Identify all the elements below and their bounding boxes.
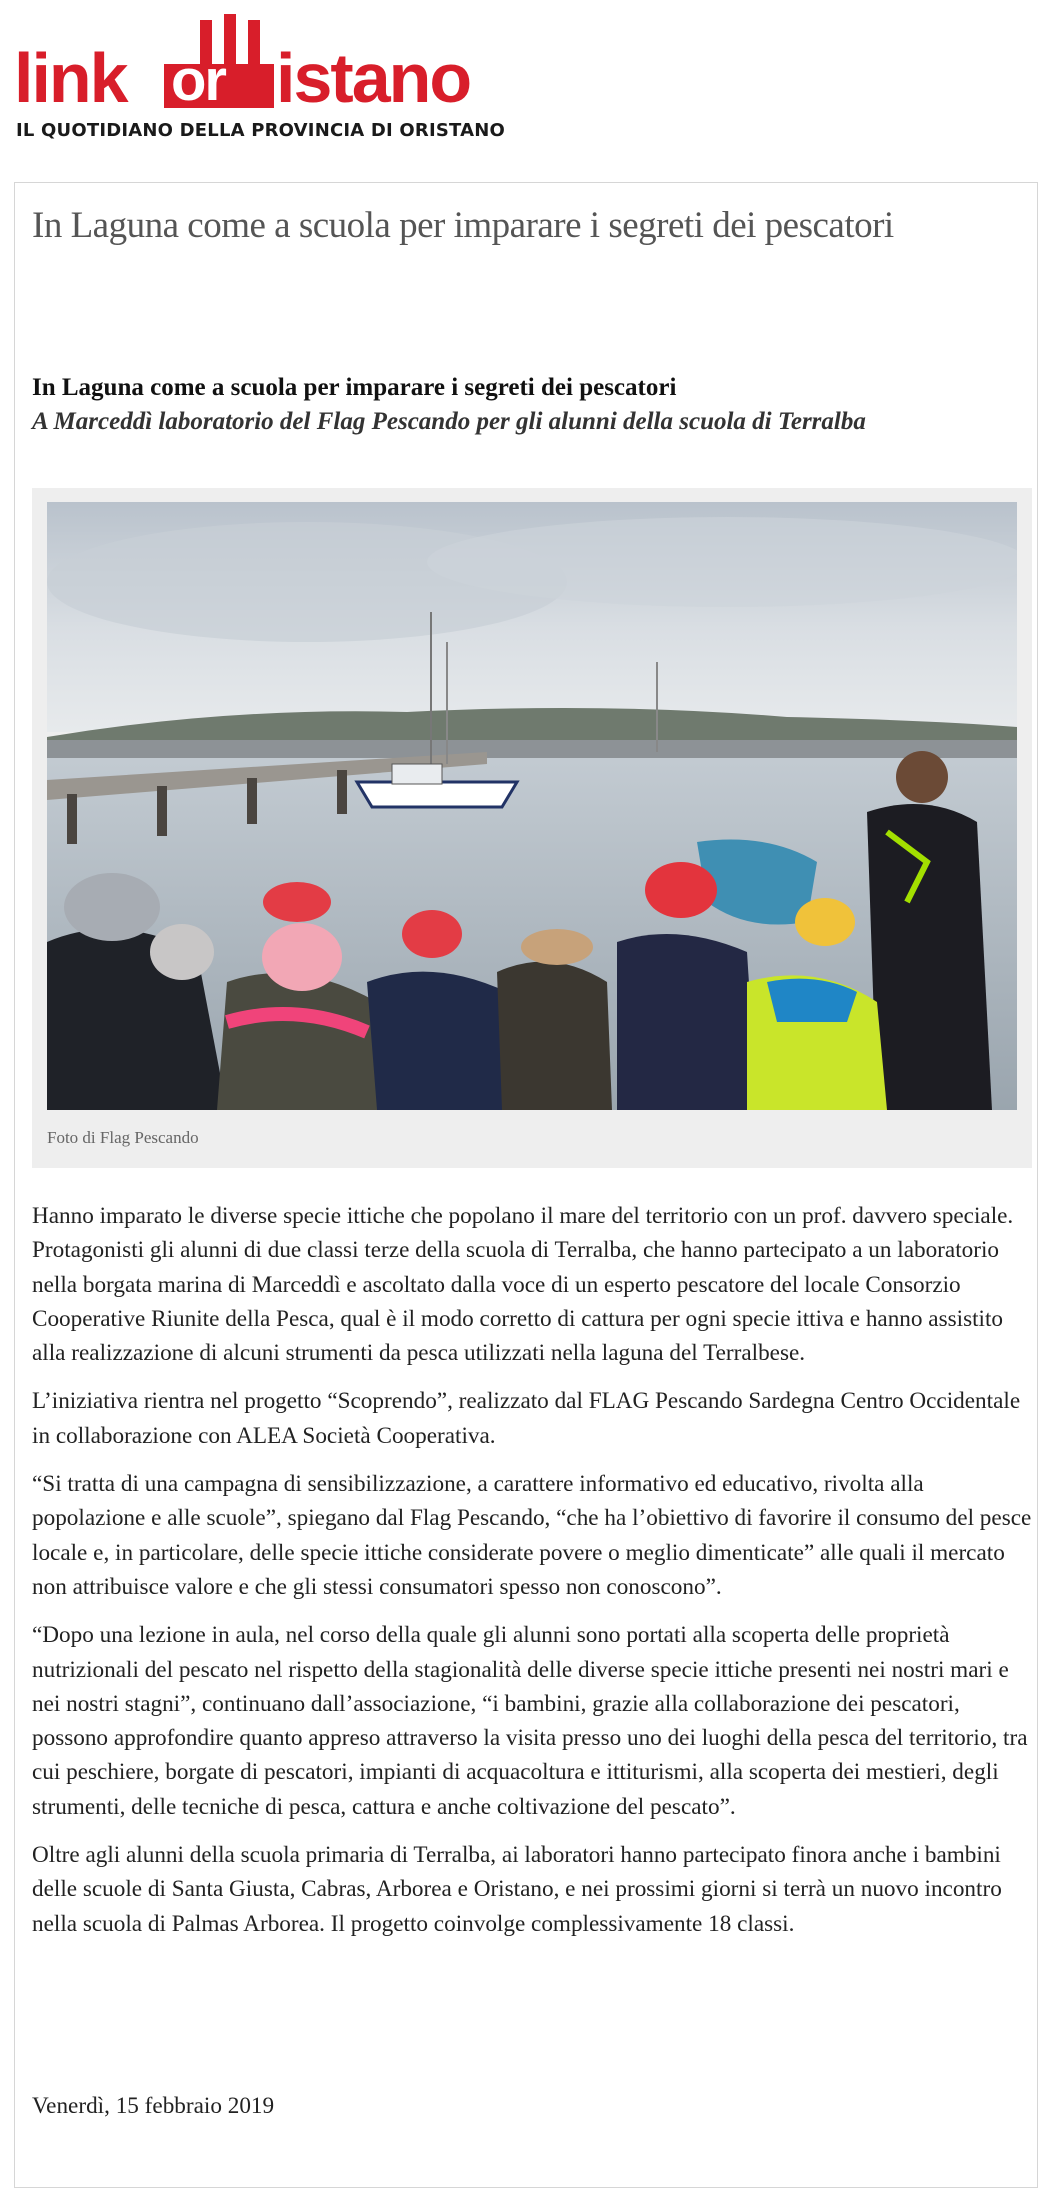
article-body <box>32 1199 1032 1955</box>
child <box>617 934 757 1110</box>
fisherman <box>867 804 992 1110</box>
article-photo[interactable] <box>47 502 1017 1110</box>
logo-prefix: link <box>14 39 127 114</box>
article-container <box>14 182 1038 2188</box>
site-tagline: IL QUOTIDIANO DELLA PROVINCIA DI ORISTANO <box>16 120 505 141</box>
article-title: In Laguna come a scuola per imparare i segreti dei pescatori <box>32 205 894 246</box>
motorboat <box>357 782 517 807</box>
article-paragraph: “Si tratta di una campagna di sensibilizzazione, a carattere informativo ed educativo, rivolta alla popolazione e alle scuole”, spiegano dal Flag Pescando, “che ha l’obiettivo di favorire il consumo del pesce locale e, in particolare, delle specie ittiche considerate povere o meglio dimenticate” alle quali il mercato non attribuisce valore e che gli stessi consumatori spesso non conoscono”. <box>32 1471 1032 1600</box>
article-paragraph: Oltre agli alunni della scuola primaria di Terralba, ai laboratori hanno partecipato finora anche i bambini delle scuole di Santa Giusta, Cabras, Arborea e Oristano, e nei prossimi giorni si terrà un nuovo incontro nella scuola di Palmas Arborea. Il progetto coinvolge complessivamente 18 classi. <box>32 1842 1002 1937</box>
fisherman-head <box>896 751 948 803</box>
article-subheadline: A Marceddì laboratorio del Flag Pescando per gli alunni della scuola di Terralba <box>32 408 866 435</box>
logo-bar <box>224 14 236 70</box>
logo-suffix: istano <box>276 39 471 114</box>
photo-caption: Foto di Flag Pescando <box>47 1128 199 1147</box>
logo-highlight: or <box>171 48 225 113</box>
article-headline: In Laguna come a scuola per imparare i segreti dei pescatori <box>32 374 677 401</box>
child <box>367 972 517 1110</box>
article-paragraph: L’iniziativa rientra nel progetto “Scoprendo”, realizzato dal FLAG Pescando Sardegna Centro Occidentale in collaborazione con ALEA Società Cooperativa. <box>32 1388 1021 1449</box>
article-paragraph: “Dopo una lezione in aula, nel corso della quale gli alunni sono portati alla scoperta delle proprietà nutrizionali del pescato nel rispetto della stagionalità delle diverse specie ittiche presenti nei nostri mari e nei nostri stagni”, continuano dall’associazione, “i bambini, grazie alla collaborazione dei pescatori, possono approfondire quanto appreso attraverso la visita presso uno dei luoghi della pesca del territorio, tra cui peschiere, borgate di pescatori, impianti di acquacoltura e ittiturismi, alla scoperta dei mestieri, degli strumenti, delle tecniche di pesca, cattura e anche coltivazione del pescato”. <box>32 1622 1028 1820</box>
article-figure <box>32 488 1032 1168</box>
article-paragraph: Hanno imparato le diverse specie ittiche che popolano il mare del territorio con un prof. davvero speciale. Protagonisti gli alunni di due classi terze della scuola di Terralba, che hanno partecipato a un laboratorio nella borgata marina di Marceddì e ascoltato dalla voce di un esperto pescatore del locale Consorzio Cooperative Riunite della Pesca, qual è il modo corretto di cattura per ogni specie ittiva e hanno assistito alla realizzazione di alcuni strumenti da pesca utilizzati nella laguna del Terralbese. <box>32 1203 1014 1367</box>
article-date: Venerdì, 15 febbraio 2019 <box>32 2093 275 2119</box>
logo-bar <box>248 20 260 70</box>
child <box>497 962 612 1110</box>
